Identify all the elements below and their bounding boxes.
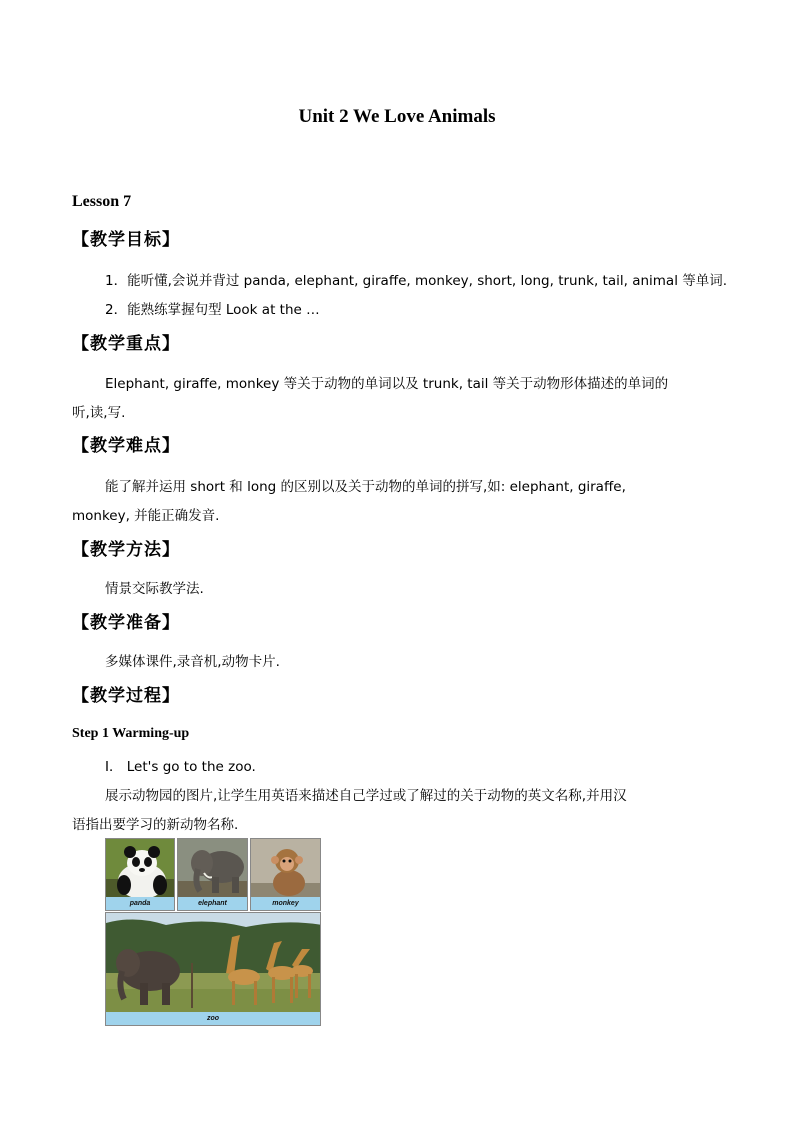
section-difficulties-heading: 【教学难点】	[72, 436, 180, 456]
step1-item: Ⅰ． Let's go to the zoo.	[105, 759, 256, 775]
step1-heading: Step 1 Warming-up	[72, 726, 190, 741]
panda-image	[105, 838, 175, 911]
section-process-heading: 【教学过程】	[72, 686, 180, 706]
step1-desc-line-1: 展示动物园的图片,让学生用英语来描述自己学过或了解过的关于动物的英文名称,并用汉	[105, 788, 627, 804]
lesson-heading: Lesson 7	[72, 193, 132, 210]
elephant-caption: elephant	[178, 897, 247, 910]
step1-desc-line-2: 语指出要学习的新动物名称.	[72, 817, 239, 833]
document-title: Unit 2 We Love Animals	[298, 106, 496, 127]
key-points-line-2: 听,读,写.	[72, 405, 126, 421]
difficulties-line-2: monkey, 并能正确发音.	[72, 508, 220, 524]
goal-item-2: 2．能熟练掌握句型 Look at the …	[105, 302, 320, 318]
section-goals-heading: 【教学目标】	[72, 230, 180, 250]
goal-item-1: 1．能听懂,会说并背过 panda, elephant, giraffe, monkey, short, long, trunk, tail, animal 等单词.	[105, 273, 728, 289]
monkey-image	[250, 838, 321, 911]
elephant-image	[177, 838, 248, 911]
zoo-caption: zoo	[106, 1012, 320, 1025]
section-key-points-heading: 【教学重点】	[72, 334, 180, 354]
zoo-image	[105, 912, 321, 1026]
methods-text: 情景交际教学法.	[105, 581, 204, 597]
monkey-caption: monkey	[251, 897, 320, 910]
difficulties-line-1: 能了解并运用 short 和 long 的区别以及关于动物的单词的拼写,如: elephant, giraffe,	[105, 479, 626, 495]
key-points-line-1: Elephant, giraffe, monkey 等关于动物的单词以及 trunk, tail 等关于动物形体描述的单词的	[105, 376, 669, 392]
section-methods-heading: 【教学方法】	[72, 540, 180, 560]
section-preparation-heading: 【教学准备】	[72, 613, 180, 633]
panda-caption: panda	[106, 897, 174, 910]
preparation-text: 多媒体课件,录音机,动物卡片.	[105, 654, 280, 670]
